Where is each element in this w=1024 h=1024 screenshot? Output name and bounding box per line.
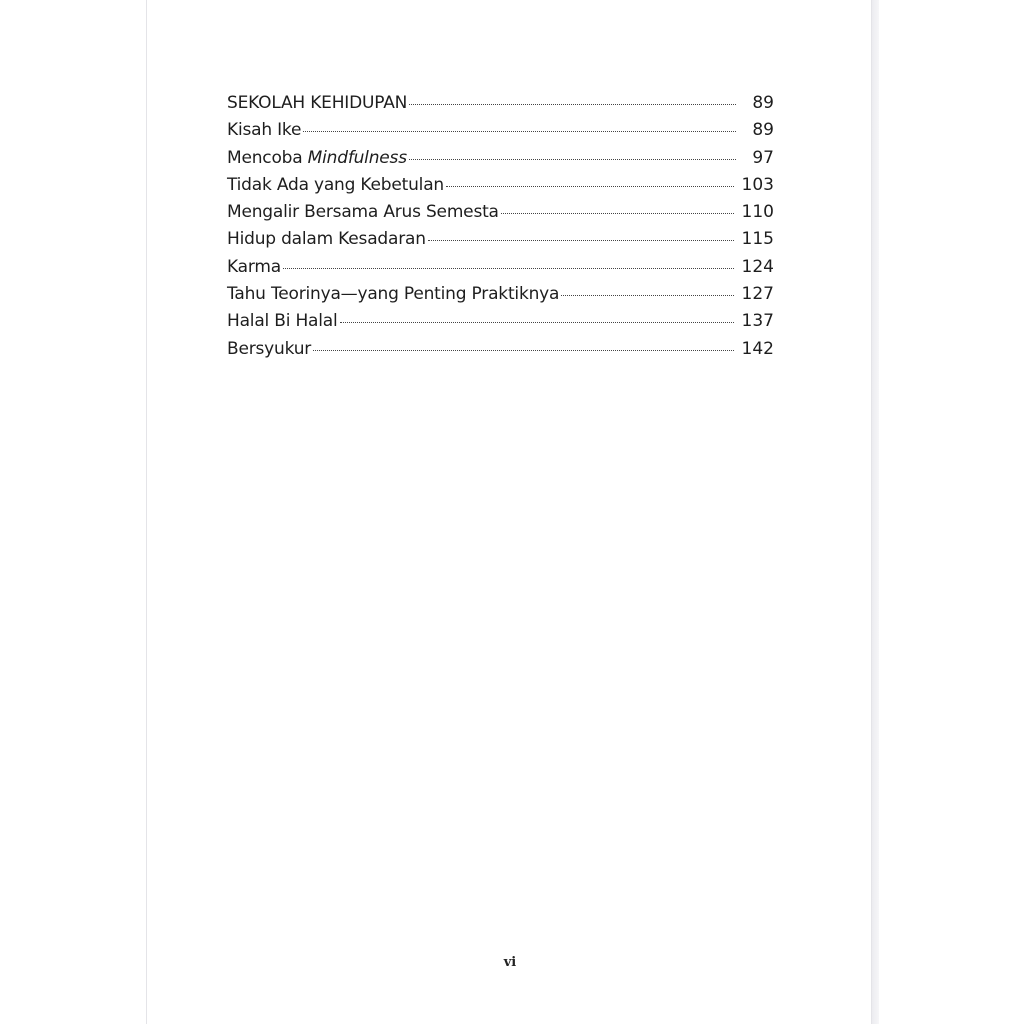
dot-leader	[409, 103, 736, 105]
book-page	[146, 0, 872, 1024]
toc-entry[interactable]	[227, 90, 774, 117]
toc-entry-title: Karma	[227, 256, 281, 277]
toc-entry-page: 115	[741, 229, 774, 250]
toc-entry-page: 137	[741, 311, 774, 332]
toc-entry-title: Tahu Teorinya—yang Penting Praktiknya	[227, 284, 560, 305]
toc-entry-title: Mencoba Mindfulness	[227, 147, 407, 168]
table-of-contents	[227, 90, 774, 363]
toc-entry-page: 142	[741, 338, 774, 359]
toc-entry-page: 89	[752, 120, 774, 141]
toc-entry[interactable]	[227, 308, 774, 335]
dot-leader	[561, 294, 733, 296]
toc-entry[interactable]	[227, 172, 774, 199]
toc-entry-page: 127	[741, 284, 774, 305]
toc-entry-title: Halal Bi Halal	[227, 311, 338, 332]
toc-entry-page: 97	[752, 147, 774, 168]
toc-entry-title: Hidup dalam Kesadaran	[227, 229, 426, 250]
dot-leader	[409, 158, 736, 160]
dot-leader	[340, 321, 734, 323]
dot-leader	[428, 239, 734, 241]
page-number: vi	[503, 955, 517, 970]
toc-entry[interactable]	[227, 145, 774, 172]
dot-leader	[501, 212, 734, 214]
dot-leader	[313, 349, 733, 351]
toc-entry-title: Tidak Ada yang Kebetulan	[227, 174, 444, 195]
dot-leader	[303, 130, 736, 132]
toc-entry-title: Bersyukur	[227, 338, 312, 359]
toc-entry[interactable]	[227, 117, 774, 144]
toc-entry[interactable]	[227, 336, 774, 363]
toc-entry-page: 110	[741, 202, 774, 223]
dot-leader	[283, 267, 734, 269]
toc-entry-page: 124	[741, 256, 774, 277]
toc-entry-page: 103	[741, 174, 774, 195]
toc-entry[interactable]	[227, 281, 774, 308]
toc-entry-title: Kisah Ike	[227, 120, 302, 141]
toc-entry[interactable]	[227, 254, 774, 281]
toc-entry-page: 89	[752, 93, 774, 113]
dot-leader	[446, 185, 734, 187]
toc-entry[interactable]	[227, 199, 774, 226]
toc-entry[interactable]	[227, 226, 774, 253]
page-edge-shadow	[872, 0, 879, 1024]
toc-entry-title: Mengalir Bersama Arus Semesta	[227, 202, 499, 223]
toc-entry-title: SEKOLAH KEHIDUPAN	[227, 93, 408, 113]
